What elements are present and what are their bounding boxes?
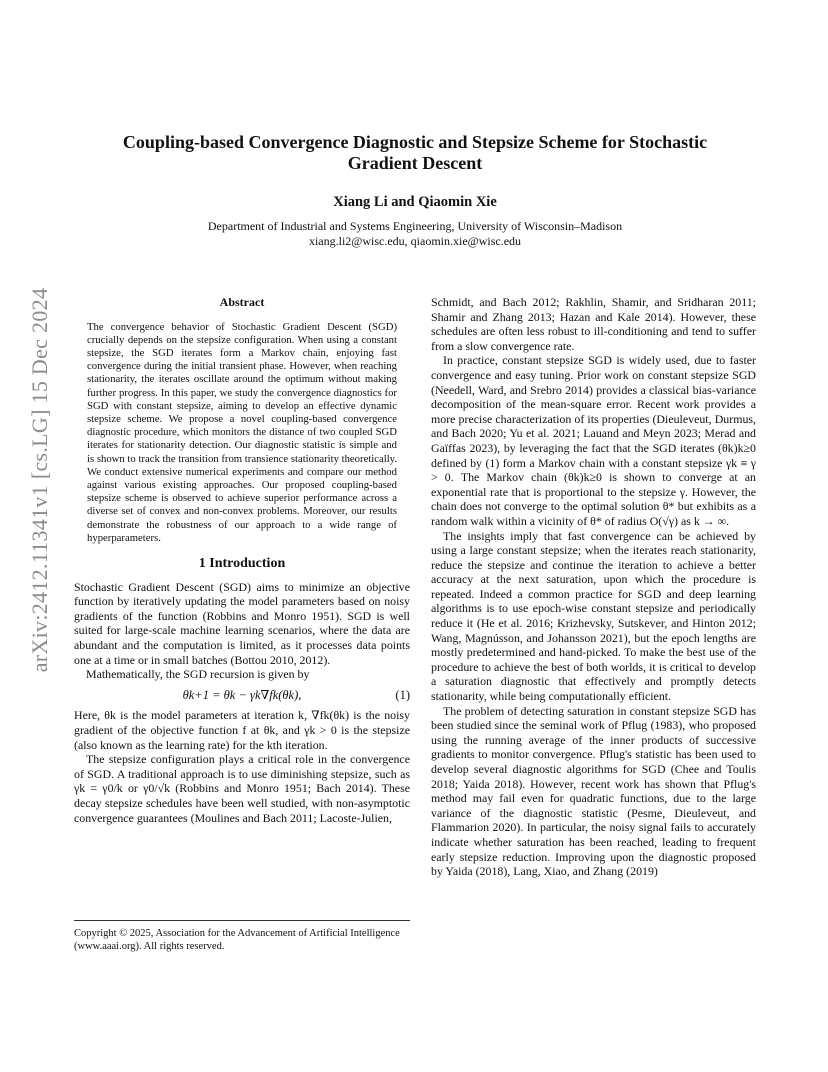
equation-number: (1) [395, 687, 410, 702]
right-paragraph-2: In practice, constant stepsize SGD is widely used, due to faster convergence and easy tuning. Prior work on constant stepsize SGD (Needell, Ward, and Srebro 2014) provides a classical bias-variance decomposition of the mean-square error. Recent work provides a more precise characterization of its properties (Dieuleveut, Durmus, and Bach 2020; Yu et al. 2021; Lauand and Meyn 2023; Merad and Gaïffas 2023), by leveraging the fact that the SGD iterates (θk)k≥0 defined by (1) form a Markov chain with a constant stepsize γk ≡ γ > 0. The Markov chain (θk)k≥0 is shown to converge at an exponential rate that is proportional to the stepsize γ. However, the chain does not converge to the optimal solution θ* but exhibits as a random walk within a vicinity of θ* of radius O(√γ) as k → ∞. [431, 353, 756, 528]
intro-paragraph-4: The stepsize configuration plays a critical role in the convergence of SGD. A traditional approach is to use diminishing stepsize, such as γk = γ0/k or γ0/√k (Robbins and Monro 1951; Bach 2014). These decay stepsize schedules have been well studied, with non-asymptotic convergence guarantees (Moulines and Bach 2011; Lacoste-Julien, [74, 752, 410, 825]
equation-1 [74, 688, 410, 703]
paper-authors: Xiang Li and Qiaomin Xie [333, 194, 497, 210]
right-paragraph-3: The insights imply that fast convergence can be achieved by using a large constant stepsize; when the iterates reach stationarity, reduce the stepsize and continue the iteration to achieve a better accuracy at the next saturation, upon which the procedure is repeated. Indeed a common practice for SGD and deep learning algorithms is to use epoch-wise constant stepsize and periodically reduce it (He et al. 2016; Krizhevsky, Sutskever, and Hinton 2012; Wang, Magnússon, and Johansson 2021), but the epoch lengths are mostly predetermined and hand-picked. To make the best use of the procedure to achieve the best of both worlds, it is critical to develop a saturation diagnostic that effectively and promptly detects stationarity, while being computationally efficient. [431, 528, 756, 704]
equation-body: θk+1 = θk − γk∇fk(θk), [182, 687, 302, 702]
left-column [74, 295, 410, 825]
intro-paragraph-1: Stochastic Gradient Descent (SGD) aims to minimize an objective function by iteratively updating the model parameters based on noisy gradients of the function (Robbins and Monro 1951). SGD is well suited for large-scale machine learning scenarios, where the data are abundant and the computation is limited, as it processes data points one at a time or in small batches (Bottou 2010, 2012). [74, 579, 410, 667]
arxiv-identifier: arXiv:2412.11341v1 [cs.LG] 15 Dec 2024 [27, 287, 52, 673]
right-paragraph-4: The problem of detecting saturation in constant stepsize SGD has been studied since the seminal work of Pflug (1983), who proposed using the running average of the inner products of successive gradients to monitor convergence. Pflug's statistic has been used to develop several diagnostic algorithms for SGD (Chee and Toulis 2018; Yaida 2018). However, recent work has shown that Pflug's method may fail even for quadratic functions, due to the large variance of the diagnostic statistic (Pesme, Dieuleveut, and Flammarion 2020). In particular, the noisy signal fails to accurately indicate whether saturation has been reached, leading to frequent early stepsize reduction. Improving upon the diagnostic proposed by Yaida (2018), Lang, Xiao, and Zhang (2019) [431, 703, 756, 879]
paper-title: Coupling-based Convergence Diagnostic and Stepsize Scheme for Stochastic Gradient Descent [122, 132, 708, 173]
copyright-notice: Copyright © 2025, Association for the Advancement of Artificial Intelligence (www.aaai.org). All rights reserved. [74, 920, 410, 953]
right-paragraph-1: Schmidt, and Bach 2012; Rakhlin, Shamir, and Sridharan 2011; Shamir and Zhang 2013; Hazan and Kale 2014). However, these schedules are often less robust to ill-conditioning and tend to suffer from a slow convergence rate. [431, 295, 756, 353]
intro-paragraph-3: Here, θk is the model parameters at iteration k, ∇fk(θk) is the noisy gradient of the objective function f at θk, and γk > 0 is the stepsize (also known as the learning rate) for the kth iteration. [74, 708, 410, 752]
author-affiliation [95, 219, 735, 249]
abstract-heading: Abstract [219, 295, 265, 309]
right-column [431, 295, 756, 879]
author-emails: xiang.li2@wisc.edu, qiaomin.xie@wisc.edu [308, 234, 522, 248]
intro-paragraph-2: Mathematically, the SGD recursion is given by [86, 667, 310, 682]
abstract-text: The convergence behavior of Stochastic Gradient Descent (SGD) crucially depends on the stepsize configuration. When using a constant stepsize, the SGD iterates form a Markov chain, enjoying fast convergence during the initial transient phase. However, when reaching stationarity, the iterates oscillate around the optimum without making further progress. In this paper, we study the convergence diagnostics for SGD with constant stepsize, aiming to develop an effective dynamic stepsize scheme. We propose a novel coupling-based convergence diagnostic procedure, which monitors the distance of two coupled SGD iterates for stationarity detection. Our diagnostic statistic is simple and is shown to track the transition from transience stationarity theoretically. We conduct extensive numerical experiments and compare our method against various existing approaches. Our proposed coupling-based stepsize scheme is observed to achieve superior performance across a diverse set of convex and non-convex problems. Moreover, our results demonstrate the robustness of our approach to a wide range of hyperparameters. [87, 320, 397, 544]
arxiv-sidebar [22, 275, 58, 685]
affiliation-line: Department of Industrial and Systems Engineering, University of Wisconsin–Madison [207, 219, 623, 233]
section-heading-introduction: 1 Introduction [198, 556, 286, 572]
